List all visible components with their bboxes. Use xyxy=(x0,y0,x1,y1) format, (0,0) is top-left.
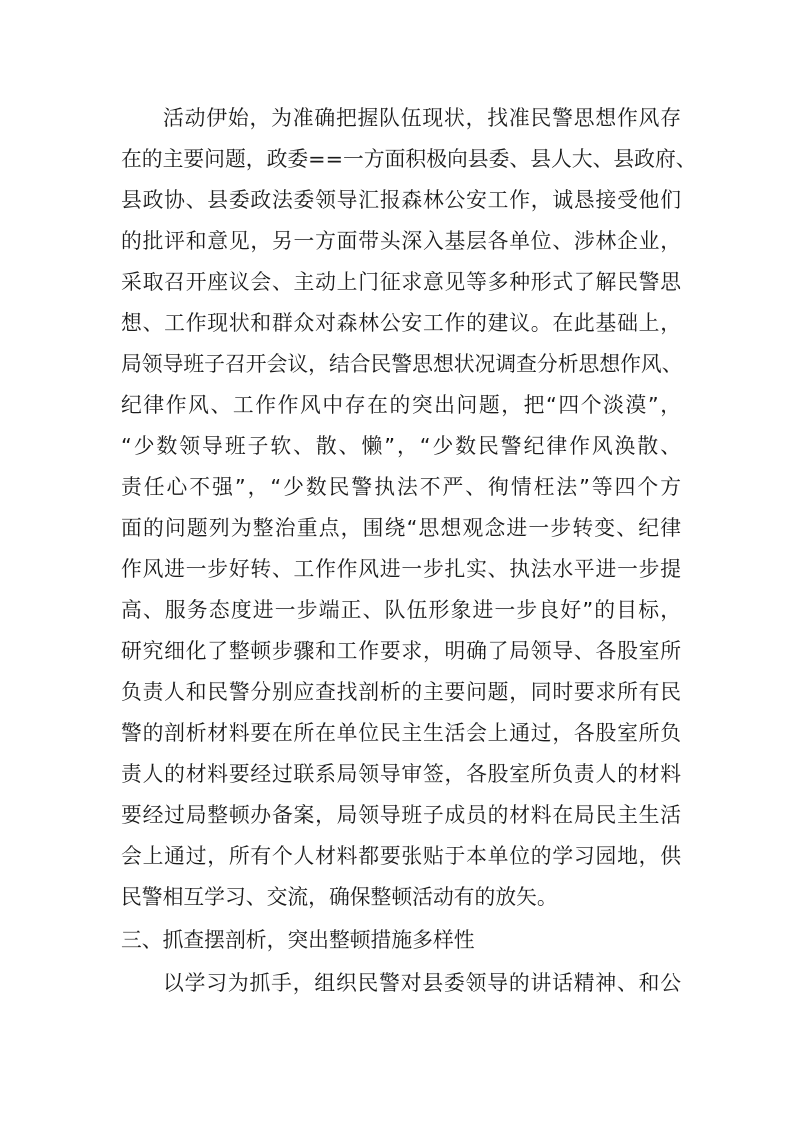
paragraph-line: 活动伊始，为准确把握队伍现状，找准民警思想作风存 xyxy=(163,106,681,130)
paragraph-line: 会上通过，所有个人材料都要张贴于本单位的学习园地，供 xyxy=(121,844,681,868)
paragraph-line: 面的问题列为整治重点，围绕“思想观念进一步转变、纪律 xyxy=(121,516,681,540)
paragraph-line: 警的剖析材料要在所在单位民主生活会上通过，各股室所负 xyxy=(121,721,681,745)
paragraph-line: 局领导班子召开会议，结合民警思想状况调查分析思想作风、 xyxy=(121,352,683,376)
paragraph-line: “少数领导班子软、散、懒”，“少数民警纪律作风涣散、 xyxy=(121,434,681,458)
paragraph-line: 负责人和民警分别应查找剖析的主要问题，同时要求所有民 xyxy=(121,680,681,704)
paragraph-line: 研究细化了整顿步骤和工作要求，明确了局领导、各股室所 xyxy=(121,639,681,663)
paragraph-line: 责任心不强”，“少数民警执法不严、徇情枉法”等四个方 xyxy=(121,475,681,499)
paragraph-line: 采取召开座议会、主动上门征求意见等多种形式了解民警思 xyxy=(121,270,681,294)
paragraph-line: 高、服务态度进一步端正、队伍形象进一步良好”的目标， xyxy=(121,598,681,622)
paragraph-line: 想、工作现状和群众对森林公安工作的建议。在此基础上， xyxy=(121,311,681,335)
paragraph-line: 要经过局整顿办备案，局领导班子成员的材料在局民主生活 xyxy=(121,803,681,827)
paragraph-line: 责人的材料要经过联系局领导审签，各股室所负责人的材料 xyxy=(121,762,681,786)
paragraph-line: 以学习为抓手，组织民警对县委领导的讲话精神、和公 xyxy=(163,971,681,995)
paragraph-line: 县政协、县委政法委领导汇报森林公安工作，诚恳接受他们 xyxy=(121,188,681,212)
paragraph-line: 的批评和意见，另一方面带头深入基层各单位、涉林企业， xyxy=(121,229,681,253)
section-heading: 三、抓查摆剖析，突出整顿措施多样性 xyxy=(121,928,475,952)
paragraph-line: 在的主要问题，政委==一方面积极向县委、县人大、县政府、 xyxy=(121,147,697,171)
paragraph-line: 纪律作风、工作作风中存在的突出问题，把“四个淡漠”， xyxy=(121,393,681,417)
paragraph-line-last: 民警相互学习、交流，确保整顿活动有的放矢。 xyxy=(121,885,558,909)
paragraph-line: 作风进一步好转、工作作风进一步扎实、执法水平进一步提 xyxy=(121,557,681,581)
